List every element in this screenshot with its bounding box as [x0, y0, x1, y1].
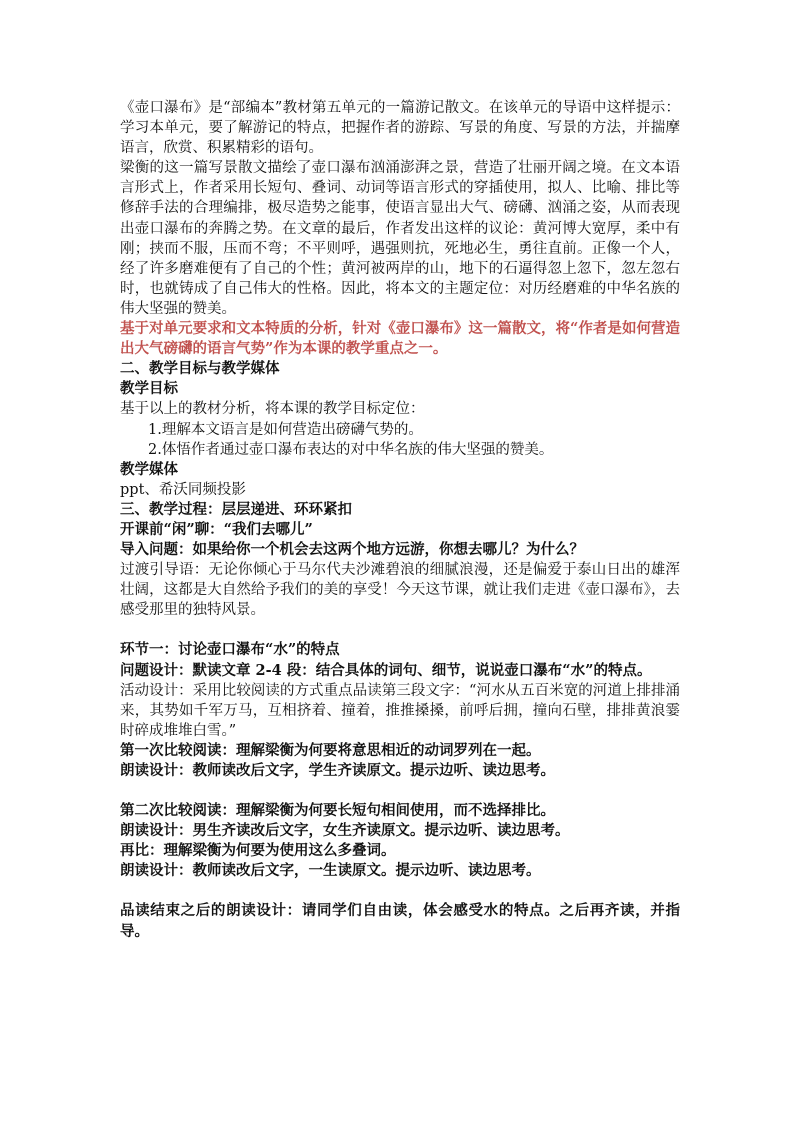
reading-design-2: 朗读设计：男生齐读改后文字，女生齐读原文。提示边听、读边思考。 — [120, 822, 570, 840]
spacer — [120, 620, 680, 640]
comparison-reading-2: 第二次比较阅读：理解梁衡为何要长短句相间使用，而不选择排比。 — [120, 802, 555, 820]
reading-design-1: 朗读设计：教师读改后文字，学生齐读原文。提示边听、读边思考。 — [120, 762, 555, 779]
section-heading-goals-media: 二、教学目标与教学媒体 — [120, 360, 280, 378]
subheading-teaching-media: 教学媒体 — [120, 460, 178, 478]
comparison-reading-3: 再比：理解梁衡为何要为使用这么多叠词。 — [120, 842, 396, 860]
final-reading-design: 品读结束之后的朗读设计：请同学们自由读，体会感受水的特点。之后再齐读，并指导。 — [120, 902, 680, 940]
goal-item-1: 1.理解本文语言是如何营造出磅礴气势的。 — [148, 421, 423, 438]
spacer — [120, 781, 680, 801]
document-body — [120, 98, 680, 942]
reading-design-3: 朗读设计：教师读改后文字，一生读原文。提示边听、读边思考。 — [120, 862, 541, 880]
intro-paragraph: 《壶口瀑布》是“部编本”教材第五单元的一篇游记散文。在该单元的导语中这样提示：学习本单元，要了解游记的特点，把握作者的游踪、写景的角度、写景的方法，并揣摩语言，欣赏、积累精彩的语句。 — [120, 100, 680, 157]
media-text: ppt、希沃同频投影 — [120, 481, 246, 498]
section-heading-process: 三、教学过程：层层递进、环环紧扣 — [120, 500, 352, 518]
goal-item-2: 2.体悟作者通过壶口瀑布表达的对中华名族的伟大坚强的赞美。 — [148, 441, 554, 458]
pre-class-chat: 开课前“闲”聊：“我们去哪儿” — [120, 520, 313, 538]
subheading-teaching-goals: 教学目标 — [120, 380, 178, 398]
comparison-reading-1: 第一次比较阅读：理解梁衡为何要将意思相近的动词罗列在一起。 — [120, 741, 541, 759]
link-one-heading: 环节一：讨论壶口瀑布“水”的特点 — [120, 641, 340, 659]
spacer — [120, 881, 680, 901]
activity-design: 活动设计：采用比较阅读的方式重点品读第三段文字：“河水从五百米宽的河道上排排涌来，其势如千军万马，互相挤着、撞着，推推搡搡，前呼后拥，撞向石壁，排排黄浪霎时碎成堆堆白雪。” — [120, 682, 680, 739]
goals-intro: 基于以上的教材分析，将本课的教学目标定位： — [120, 401, 425, 418]
lead-question: 导入问题：如果给你一个机会去这两个地方远游，你想去哪儿？为什么？ — [120, 541, 584, 559]
teaching-focus-paragraph: 基于对单元要求和文本特质的分析，针对《壶口瀑布》这一篇散文，将“作者是如何营造出大气磅礴的语言气势”作为本课的教学重点之一。 — [120, 320, 680, 358]
analysis-paragraph: 梁衡的这一篇写景散文描绘了壶口瀑布汹涌澎湃之景，营造了壮丽开阔之境。在文本语言形式上，作者采用长短句、叠词、动词等语言形式的穿插使用，拟人、比喻、排比等修辞手法的合理编排，极尽造势之能事，使语言显出大气、磅礴、汹涌之姿，从而表现出壶口瀑布的奔腾之势。在文章的最后，作者发出这样的议论：黄河博大宽厚，柔中有刚；挟而不服，压而不弯；不平则呼，遇强则抗，死地必生，勇往直前。正像一个人，经了许多磨难便有了自己的个性；黄河被两岸的山，地下的石逼得忽上忽下，忽左忽右时，也就铸成了自己伟大的性格。因此，将本文的主题定位：对历经磨难的中华名族的伟大坚强的赞美。 — [120, 160, 680, 317]
question-design: 问题设计：默读文章 2-4 段：结合具体的词句、细节，说说壶口瀑布“水”的特点。 — [120, 661, 652, 679]
transition-text: 过渡引导语：无论你倾心于马尔代夫沙滩碧浪的细腻浪漫，还是偏爱于泰山日出的雄浑壮阔，这都是大自然给予我们的美的享受！今天这节课，就让我们走进《壶口瀑布》，去感受那里的独特风景。 — [120, 562, 680, 619]
